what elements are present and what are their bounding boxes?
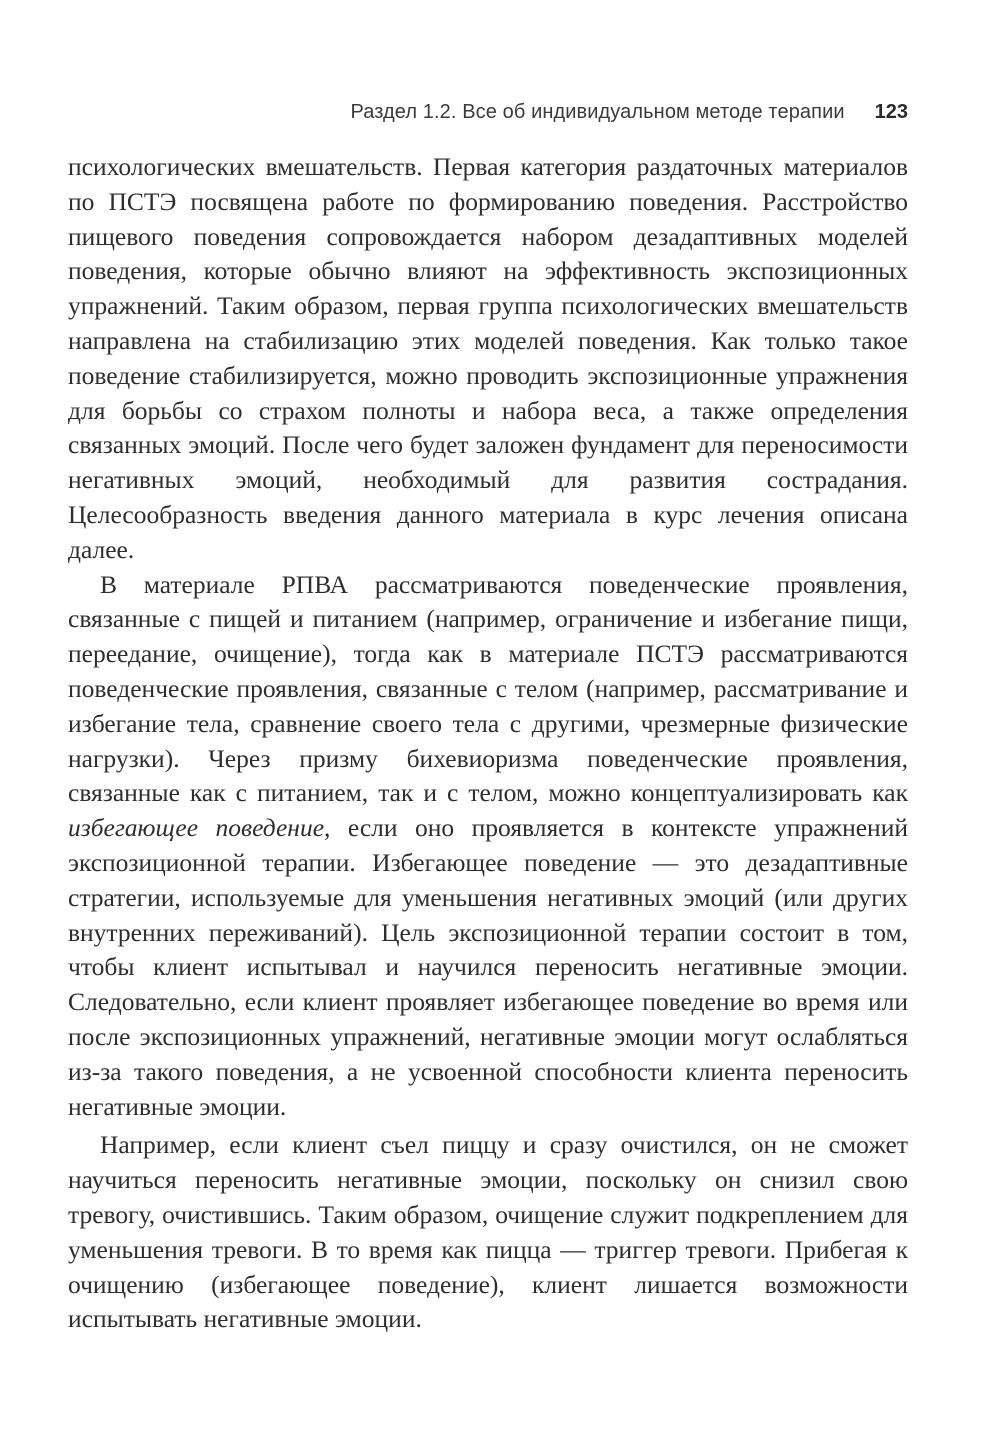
page-number: 123 — [874, 100, 908, 123]
paragraph-2-text-after: , если оно проявляется в контексте упражнений экспозиционной терапии. Избегающее поведение — это дезадаптивные стратегии, используемые для уменьшения негативных эмоций (или других внутренних переживаний). Цель экспозиционной терапии состоит в том, чтобы клиент испытывал и научился переносить негативные эмоции. Следовательно, если клиент проявляет избегающее поведение во время или после экспозиционных упражнений, негативные эмоции могут ослабляться из-за такого поведения, а не усвоенной способности клиента переносить негативные эмоции. — [68, 813, 908, 1121]
paragraph-3: Например, если клиент съел пиццу и сразу очистился, он не сможет научиться переносить негативные эмоции, поскольку он снизил свою тревогу, очистившись. Таким образом, очищение служит подкреплением для уменьшения тревоги. В то время как пицца — триггер тревоги. Прибегая к очищению (избегающее поведение), клиент лишается возможности испытывать негативные эмоции. — [68, 1130, 908, 1334]
paragraph-2-text-before: В материале РПВА рассматриваются поведенческие проявления, связанные с пищей и питанием (например, ограничение и избегание пищи, переедание, очищение), тогда как в материале ПСТЭ рассматриваются поведенческие проявления, связанные с телом (например, рассматривание и избегание тела, сравнение своего тела с другими, чрезмерные физические нагрузки). Через призму бихевиоризма поведенческие проявления, связанные как с питанием, так и с телом, можно концептуализировать как — [68, 569, 908, 808]
running-header — [68, 92, 908, 132]
paragraph-2 — [68, 568, 908, 1125]
paragraph-1: психологических вмешательств. Первая категория раздаточных материалов по ПСТЭ посвящена работе по формированию поведения. Расстройство пищевого поведения сопровождается набором дезадаптивных моделей поведения, которые обычно влияют на эффективность экспозиционных упражнений. Таким образом, первая группа психологических вмешательств направлена на стабилизацию этих моделей поведения. Как только такое поведение стабилизируется, можно проводить экспозиционные упражнения для борьбы со страхом полноты и набора веса, а также определения связанных эмоций. После чего будет заложен фундамент для переносимости негативных эмоций, необходимый для развития сострадания. Целесообразность введения данного материала в курс лечения описана далее. — [68, 152, 908, 564]
paragraph-2-emphasis: избегающее поведение — [68, 813, 325, 843]
body-text — [68, 150, 908, 1337]
running-title: Раздел 1.2. Все об индивидуальном методе терапии — [350, 100, 845, 123]
